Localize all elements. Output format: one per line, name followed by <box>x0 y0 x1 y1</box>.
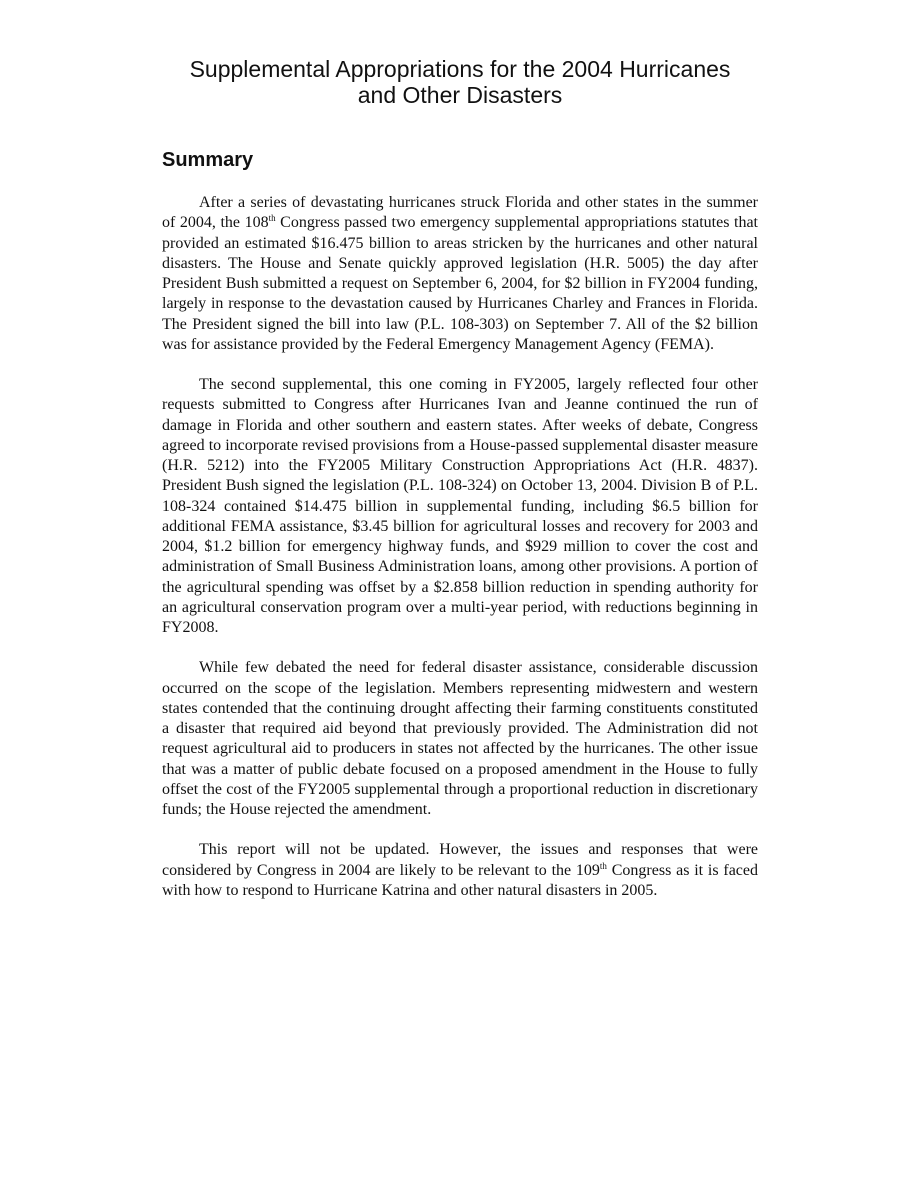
document-title <box>150 56 770 108</box>
paragraph-1 <box>162 193 758 355</box>
paragraph-3: While few debated the need for federal disaster assistance, considerable discussion occurred on the scope of the legislation. Members representing midwestern and western states contended that the continuing drought affecting their farming constituents constituted a disaster that required aid beyond that previously provided. The Administration did not request agricultural aid to producers in states not affected by the hurricanes. The other issue that was a matter of public debate focused on a proposed amendment in the House to fully offset the cost of the FY2005 supplemental through a proportional reduction in discretionary funds; the House rejected the amendment. <box>162 659 758 818</box>
section-heading-summary: Summary <box>162 149 254 171</box>
ordinal-suffix: th <box>599 860 607 871</box>
paragraph-4-part-a: This report will not be updated. However, the issues and responses that were considered by Congress in 2004 are likely to be relevant to the 109 <box>162 841 758 879</box>
paragraph-1-part-b: Congress passed two emergency supplemental appropriations statutes that provided an estimated $16.475 billion to areas stricken by the hurricanes and other natural disasters. The House and Senate quickly approved legislation (H.R. 5005) the day after President Bush submitted a request on September 6, 2004, for $2 billion in FY2004 funding, largely in response to the devastation caused by Hurricanes Charley and Frances in Florida. The President signed the bill into law (P.L. 108-303) on September 7. All of the $2 billion was for assistance provided by the Federal Emergency Management Agency (FEMA). <box>162 214 758 353</box>
paragraph-1-part-a: After a series of devastating hurricanes struck Florida and other states in the summer of 2004, the 108 <box>162 194 758 232</box>
paragraph-4-part-b: Congress as it is faced with how to respond to Hurricane Katrina and other natural disasters in 2005. <box>162 861 759 899</box>
title-line-2: and Other Disasters <box>357 82 563 108</box>
paragraph-2: The second supplemental, this one coming in FY2005, largely reflected four other requests submitted to Congress after Hurricanes Ivan and Jeanne continued the run of damage in Florida and other southern and eastern states. After weeks of debate, Congress agreed to incorporate revised provisions from a House-passed supplemental disaster measure (H.R. 5212) into the FY2005 Military Construction Appropriations Act (H.R. 4837). President Bush signed the legislation (P.L. 108-324) on October 13, 2004. Division B of P.L. 108-324 contained $14.475 billion in supplemental funding, including $6.5 billion for additional FEMA assistance, $3.45 billion for agricultural losses and recovery for 2003 and 2004, $1.2 billion for emergency highway funds, and $929 million to cover the cost and administration of Small Business Administration loans, among other provisions. A portion of the agricultural spending was offset by a $2.858 billion reduction in spending authority for an agricultural conservation program over a multi-year period, with reductions beginning in FY2008. <box>162 376 758 636</box>
summary-body <box>162 193 758 921</box>
title-line-1: Supplemental Appropriations for the 2004 Hurricanes <box>189 56 731 82</box>
paragraph-4 <box>162 840 758 901</box>
ordinal-suffix: th <box>268 213 276 224</box>
